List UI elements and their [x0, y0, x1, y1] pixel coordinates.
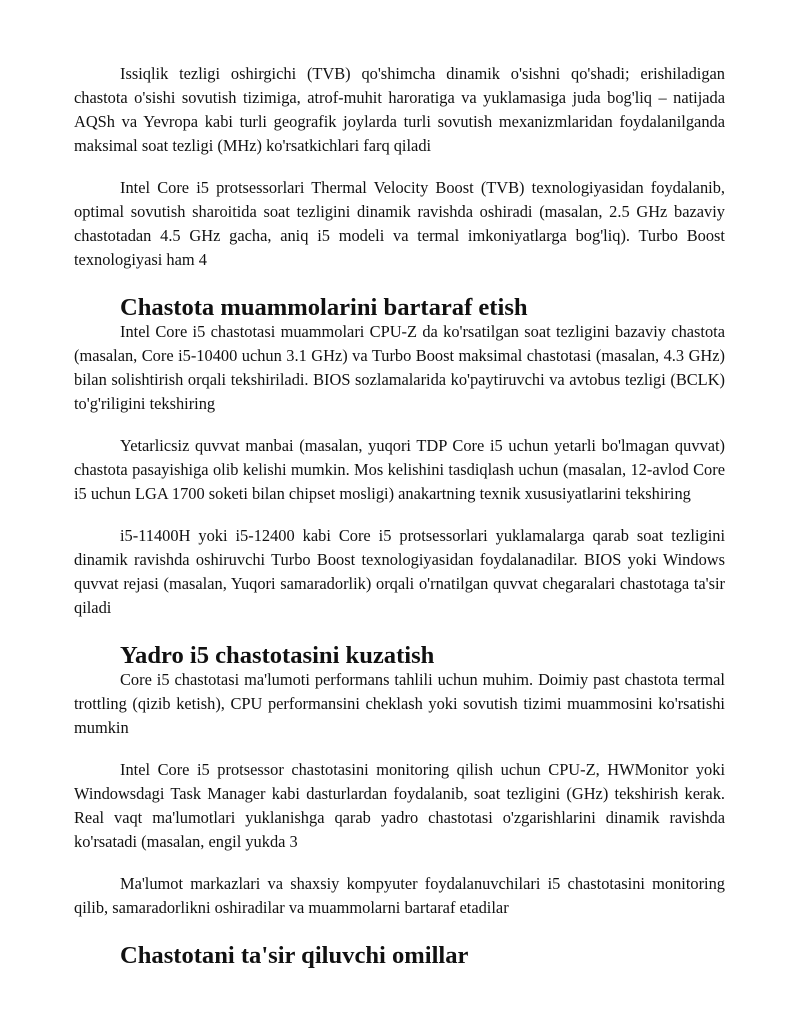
paragraph-tvb-core-i5: Intel Core i5 protsessorlari Thermal Velocity Boost (TVB) texnologiyasidan foydalanib, optimal sovutish sharoitida soat tezligini dinamik ravishda oshiradi (masalan, 2.5 GHz bazaviy chastotadan 4.5 GHz gacha, aniq i5 modeli va termal imkoniyatlarga bog'liq). Turbo Boost texnologiyasi ham 4 [74, 178, 725, 269]
paragraph-data-centers: Ma'lumot markazlari va shaxsiy kompyuter foydalanuvchilari i5 chastotasini monitoring qilib, samaradorlikni oshiradilar va muammolarni bartaraf etadilar [74, 874, 725, 917]
heading-influencing-factors: Chastotani ta'sir qiluvchi omillar [120, 942, 469, 969]
paragraph-cpu-z-check: Intel Core i5 chastotasi muammolari CPU-Z da ko'rsatilgan soat tezligini bazaviy chastota (masalan, Core i5-10400 uchun 3.1 GHz) va Turbo Boost maksimal chastotasi (masalan, 4.3 GHz) bilan solishtirish orqali tekshiriladi. BIOS sozlamalarida ko'paytiruvchi va avtobus tezligi (BCLK) to'g'riligini tekshiring [74, 322, 725, 413]
document-page [74, 62, 725, 968]
paragraph-monitoring-tools: Intel Core i5 protsessor chastotasini monitoring qilish uchun CPU-Z, HWMonitor yoki Windowsdagi Task Manager kabi dasturlardan foydalanib, soat tezligini (GHz) tekshirish kerak. Real vaqt ma'lumotlari yuklanishga qarab yadro chastotasi o'zgarishlarini dinamik ravishda ko'rsatadi (masalan, engil yukda 3 [74, 760, 725, 851]
paragraph-power-supply: Yetarlicsiz quvvat manbai (masalan, yuqori TDP Core i5 uchun yetarli bo'lmagan quvvat) chastota pasayishiga olib kelishi mumkin. Mos kelishini tasdiqlash uchun (masalan, 12-avlod Core i5 uchun LGA 1700 soketi bilan chipset mosligi) anakartning texnik xususiyatlarini tekshiring [74, 436, 725, 503]
heading-frequency-monitoring: Yadro i5 chastotasini kuzatish [120, 642, 435, 669]
paragraph-performance-analysis: Core i5 chastotasi ma'lumoti performans tahlili uchun muhim. Doimiy past chastota termal trottling (qizib ketish), CPU performansini cheklash yoki sovutish tizimi muammosini ko'rsatishi mumkin [74, 670, 725, 737]
paragraph-tvb-intro: Issiqlik tezligi oshirgichi (TVB) qo'shimcha dinamik o'sishni qo'shadi; erishiladigan chastota o'sishi sovutish tizimiga, atrof-muhit haroratiga va yuklamasiga juda bog'liq – natijada AQSh va Yevropa kabi turli geografik joylarda turli sovutish mexanizmlaridan foydalanilganda maksimal soat tezligi (MHz) ko'rsatkichlari farq qiladi [74, 64, 725, 155]
heading-frequency-troubleshooting: Chastota muammolarini bartaraf etish [120, 294, 528, 321]
paragraph-turbo-boost: i5-11400H yoki i5-12400 kabi Core i5 protsessorlari yuklamalarga qarab soat tezligini dinamik ravishda oshiruvchi Turbo Boost texnologiyasidan foydalanadilar. BIOS yoki Windows quvvat rejasi (masalan, Yuqori samaradorlik) orqali o'rnatilgan quvvat chegaralari chastotaga ta'sir qiladi [74, 526, 725, 617]
